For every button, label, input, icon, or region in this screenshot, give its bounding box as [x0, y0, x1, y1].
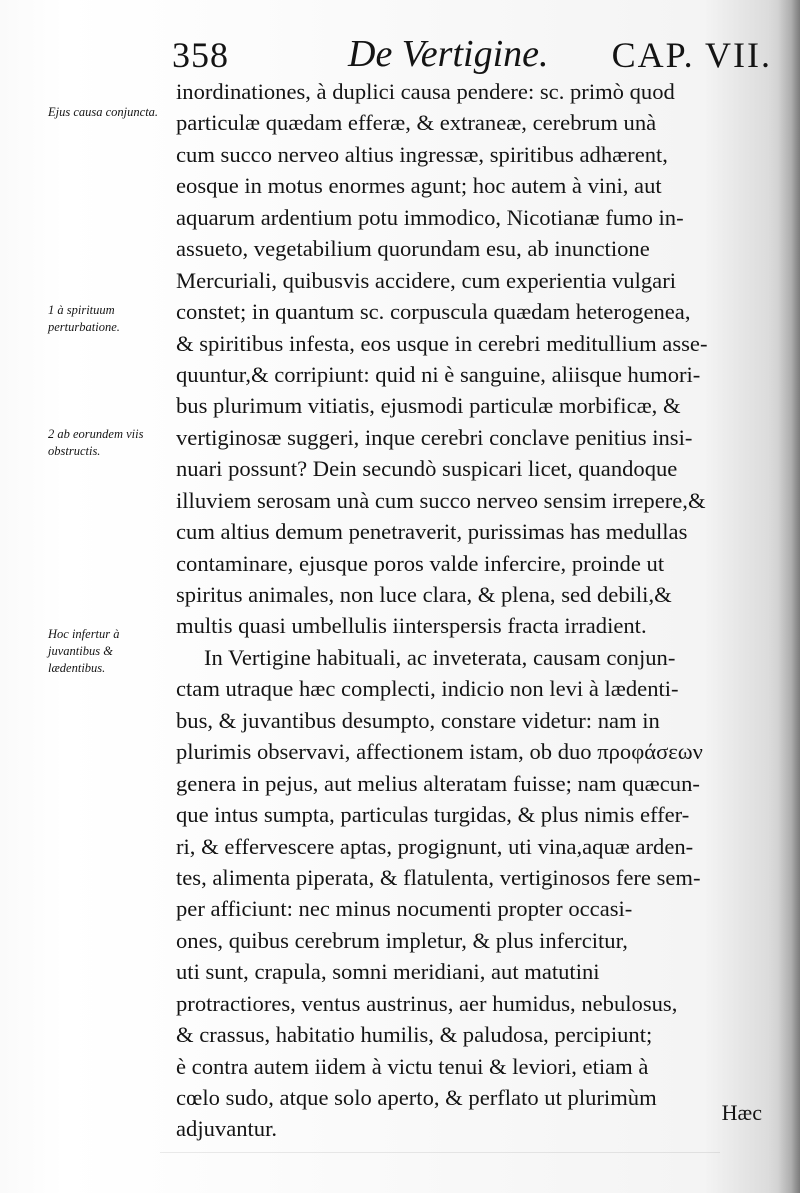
margin-note: 2 ab eorundem viis obstructis.	[48, 427, 144, 458]
text-line: Mercuriali, quibusvis accidere, cum experientia vulgari	[176, 267, 677, 293]
page-number: 358	[172, 35, 229, 75]
text-line: aquarum ardentium potu immodico, Nicotianæ fumo in-	[176, 204, 684, 230]
catchword: Hæc	[721, 1100, 762, 1125]
text-line: nuari possunt? Dein secundò suspicari licet, quandoque	[176, 456, 678, 482]
margin-note: Ejus causa conjuncta.	[48, 105, 159, 119]
text-line: contaminare, ejusque poros valde infercire, proinde ut	[176, 550, 665, 576]
text-line: multis quasi umbellulis iinterspersis fracta irradient.	[176, 613, 647, 639]
margin-note: Hoc infertur à juvantibus & lædentibus.	[48, 627, 120, 675]
text-line: inordinationes, à duplici causa pendere: sc. primò quod	[176, 79, 675, 104]
text-line: ri, & effervescere aptas, progignunt, uti vina,aquæ arden-	[176, 833, 694, 859]
text-line: & crassus, habitatio humilis, & paludosa, percipiunt;	[176, 1022, 653, 1048]
text-line: assueto, vegetabilium quorundam esu, ab inunctione	[176, 236, 650, 262]
text-line: genera in pejus, aut melius alteratam fuisse; nam quæcun-	[176, 770, 700, 796]
text-line: ones, quibus cerebrum impletur, & plus infercitur,	[176, 927, 628, 953]
text-line: constet; in quantum sc. corpuscula quædam heterogenea,	[176, 299, 691, 325]
text-line: quuntur,& corripiunt: quid ni è sanguine, aliisque humori-	[176, 361, 701, 387]
text-line: ctam utraque hæc complecti, indicio non levi à lædenti-	[176, 676, 679, 702]
text-line: que intus sumpta, particulas turgidas, & plus nimis effer-	[176, 802, 690, 828]
text-line: & spiritibus infesta, eos usque in cerebri meditullium asse-	[176, 330, 708, 356]
text-line: vertiginosæ suggeri, inque cerebri conclave penitius insi-	[176, 424, 693, 450]
text-line: uti sunt, crapula, somni meridiani, aut matutini	[176, 959, 600, 985]
text-line: plurimis observavi, affectionem istam, ob duo προφάσεων	[176, 739, 703, 765]
margin-note: 1 à spirituum perturbatione.	[48, 303, 120, 334]
text-line: spiritus animales, non luce clara, & plena, sed debili,&	[176, 582, 672, 607]
text-line: bus plurimum vitiatis, ejusmodi particulæ morbificæ, &	[176, 393, 681, 419]
running-title: De Vertigine.	[348, 33, 549, 75]
text-line: cum altius demum penetraverit, purissimas has medullas	[176, 519, 688, 545]
text-line: tes, alimenta piperata, & flatulenta, vertiginosos fere sem-	[176, 864, 701, 890]
text-line: In Vertigine habituali, ac inveterata, causam conjun-	[204, 644, 676, 670]
text-line: protractiores, ventus austrinus, aer humidus, nebulosus,	[176, 990, 678, 1016]
text-line: adjuvantur.	[176, 1116, 278, 1142]
text-line: per afficiunt: nec minus nocumenti propter occasi-	[176, 896, 633, 922]
text-line: cum succo nerveo altius ingressæ, spiritibus adhærent,	[176, 141, 668, 167]
text-line: eosque in motus enormes agunt; hoc autem à vini, aut	[176, 173, 662, 199]
text-line: è contra autem iidem à victu tenui & leviori, etiam à	[176, 1053, 649, 1079]
bleed-through-smudge	[160, 1152, 720, 1161]
text-line: cœlo sudo, atque solo aperto, & perflato ut plurimùm	[176, 1085, 657, 1110]
text-line: illuviem serosam unà cum succo nerveo sensim irrepere,&	[176, 487, 706, 513]
text-line: particulæ quædam efferæ, & extraneæ, cerebrum unà	[176, 110, 657, 136]
body-text	[176, 76, 766, 1145]
chapter-label: CAP. VII.	[611, 35, 772, 75]
page-gutter-shadow	[778, 0, 800, 1193]
text-line: bus, & juvantibus desumpto, constare videtur: nam in	[176, 707, 660, 733]
margin-notes	[0, 0, 175, 1193]
